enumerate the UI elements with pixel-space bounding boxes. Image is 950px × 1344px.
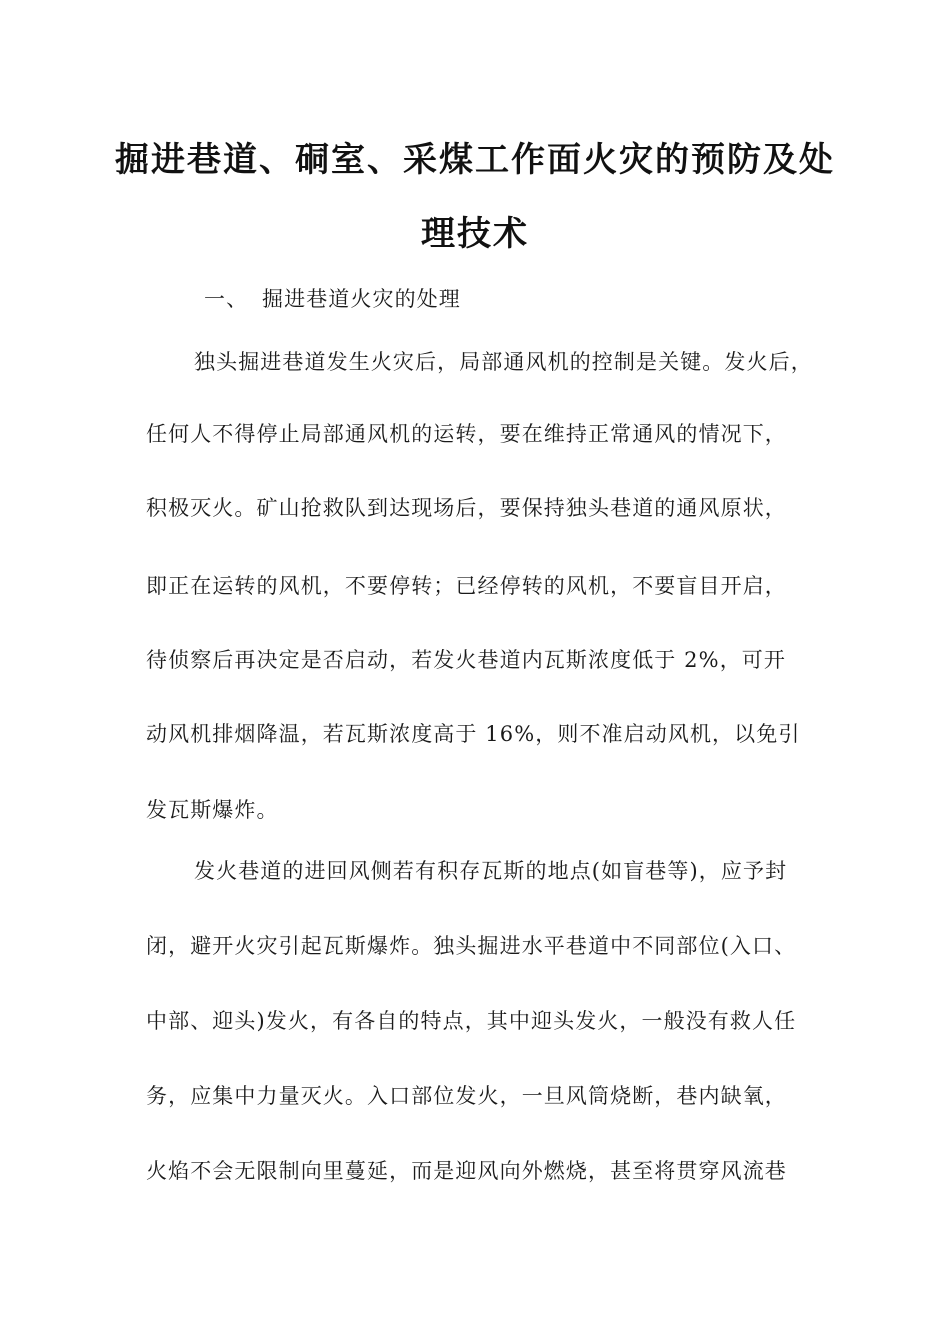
document-title-line-2: 理技术 (421, 214, 529, 254)
paragraph-2-line: 中部、迎头)发火，有各自的特点，其中迎头发火，一般没有救人任 (146, 1009, 797, 1033)
paragraph-1-line: 积极灭火。矿山抢救队到达现场后，要保持独头巷道的通风原状， (146, 496, 787, 520)
section-heading-text: 掘进巷道火灾的处理 (262, 287, 461, 311)
paragraph-2-line: 火焰不会无限制向里蔓延，而是迎风向外燃烧，甚至将贯穿风流巷 (146, 1159, 787, 1183)
paragraph-1-line: 发瓦斯爆炸。 (146, 798, 279, 822)
paragraph-1-line: 动风机排烟降温，若瓦斯浓度高于 16%，则不准启动风机，以免引 (146, 722, 801, 746)
paragraph-1-line: 即正在运转的风机，不要停转；已经停转的风机，不要盲目开启， (146, 574, 787, 598)
paragraph-1-line: 待侦察后再决定是否启动，若发火巷道内瓦斯浓度低于 2%，可开 (146, 648, 786, 672)
paragraph-1-line: 独头掘进巷道发生火灾后，局部通风机的控制是关键。发火后， (194, 350, 813, 374)
paragraph-2-line: 发火巷道的进回风侧若有积存瓦斯的地点(如盲巷等)，应予封 (194, 859, 788, 883)
section-heading-number: 一、 (204, 287, 249, 311)
paragraph-2-line: 闭，避开火灾引起瓦斯爆炸。独头掘进水平巷道中不同部位(入口、 (146, 934, 797, 958)
document-title-line-1: 掘进巷道、硐室、采煤工作面火灾的预防及处 (115, 140, 835, 180)
paragraph-1-line: 任何人不得停止局部通风机的运转，要在维持正常通风的情况下， (146, 422, 787, 446)
paragraph-2-line: 务，应集中力量灭火。入口部位发火，一旦风筒烧断，巷内缺氧， (146, 1084, 787, 1108)
